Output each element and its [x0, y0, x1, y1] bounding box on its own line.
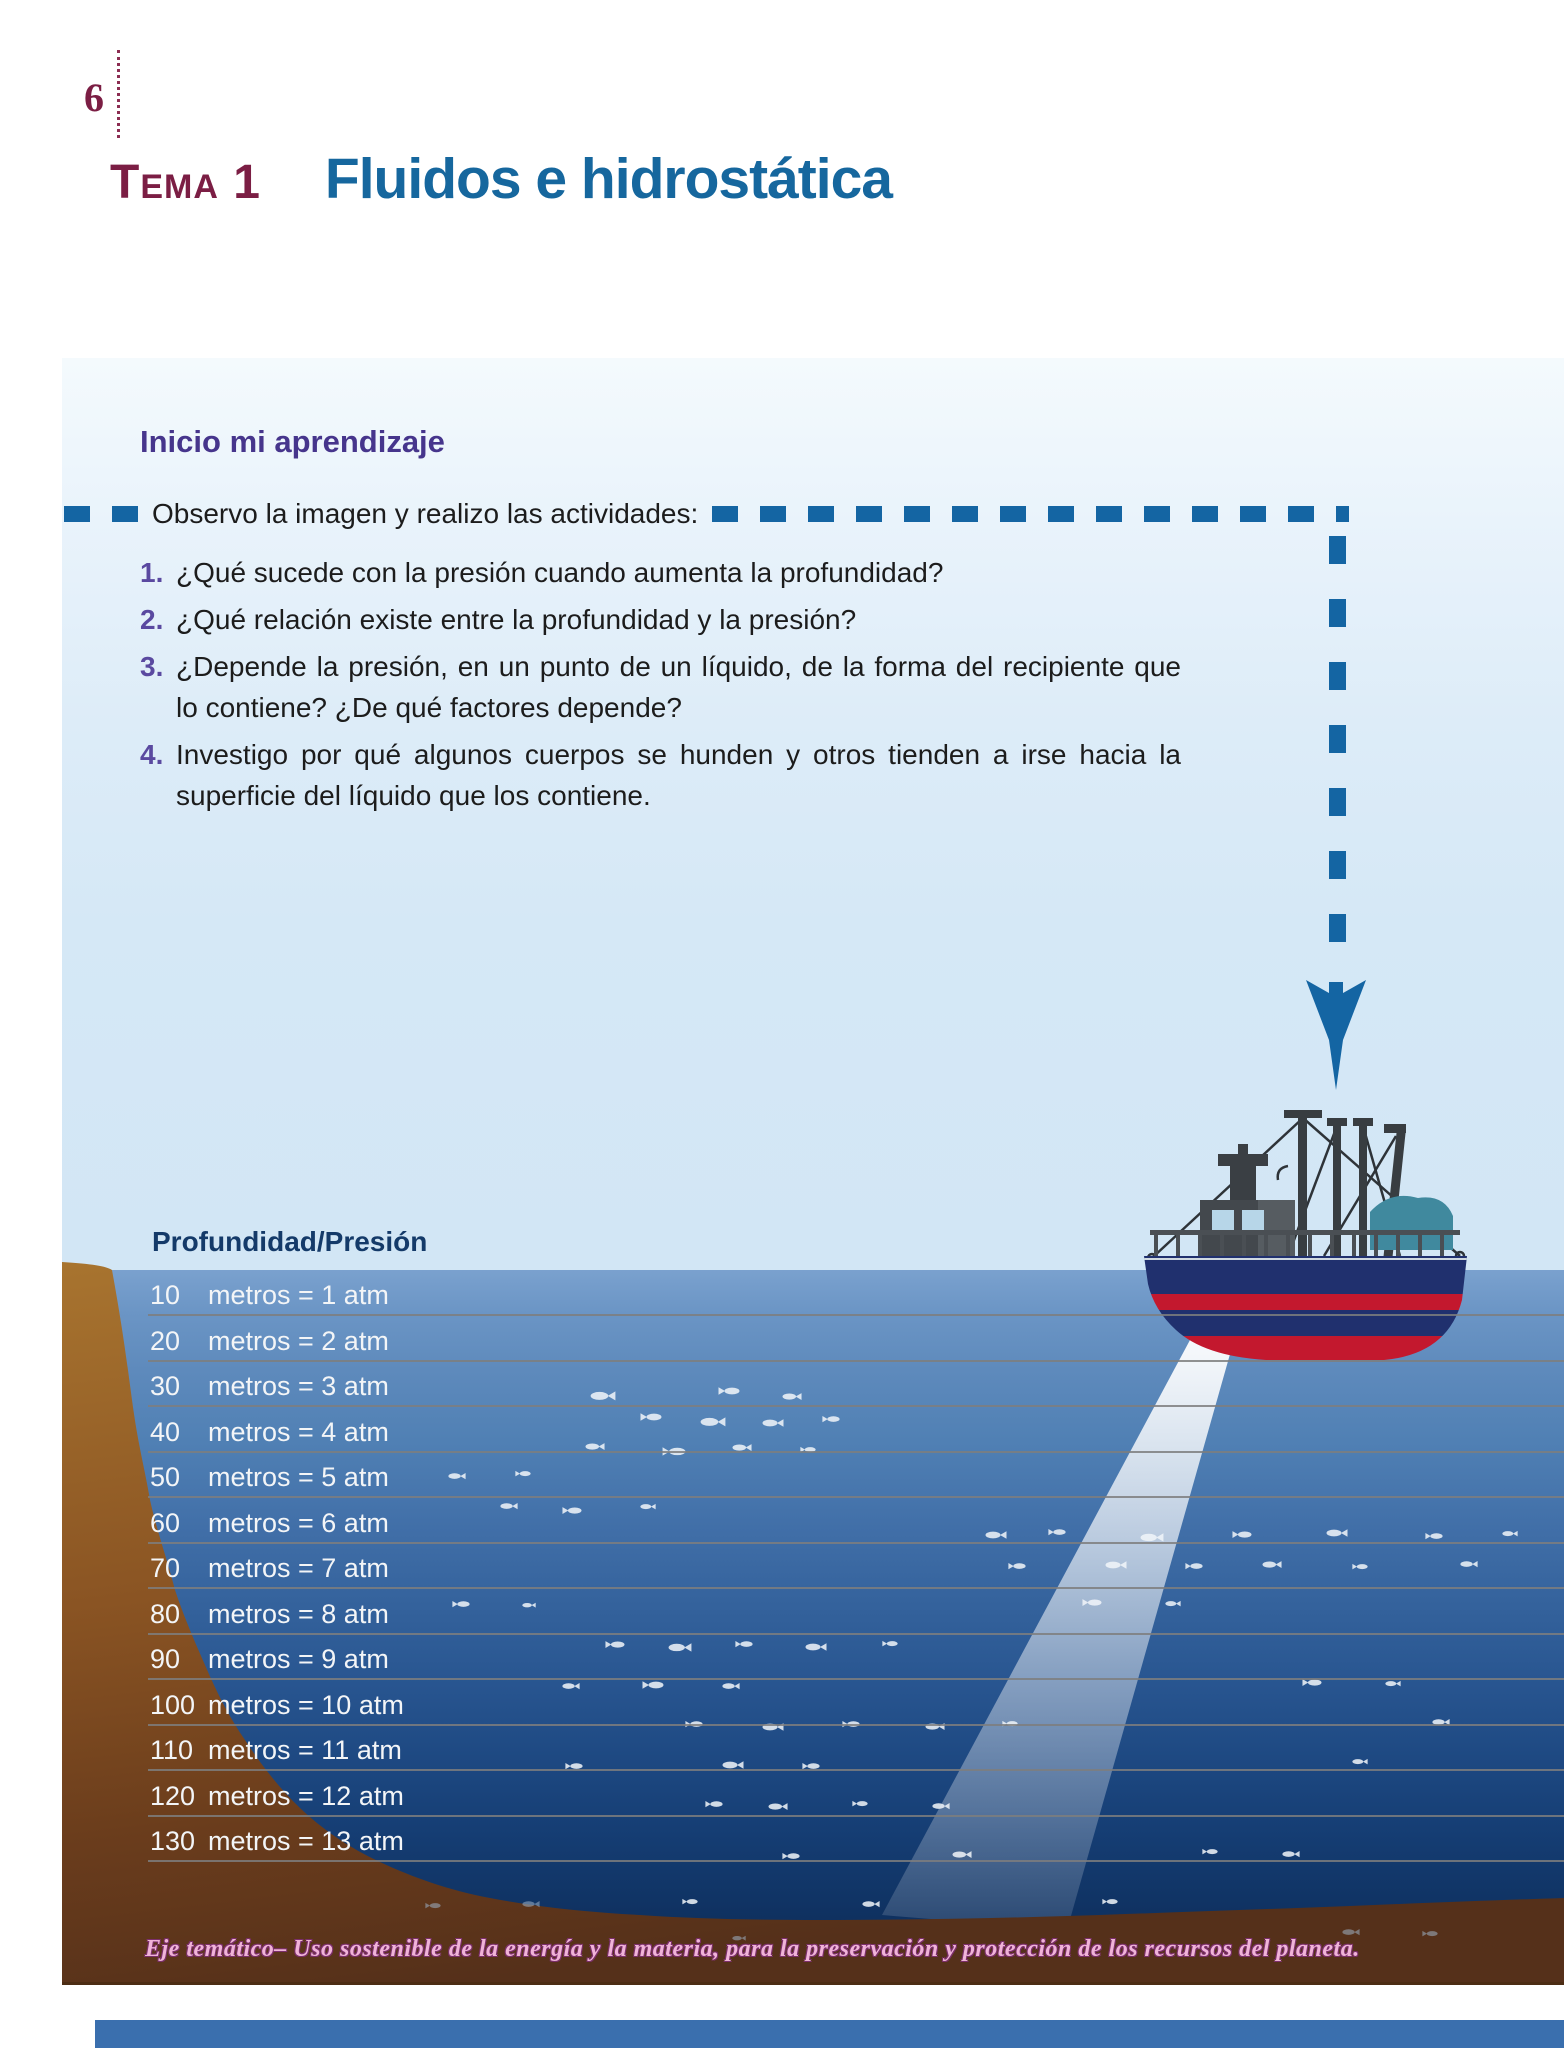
pressure-label: metros = 11 atm [208, 1735, 402, 1765]
title-row [110, 146, 892, 212]
dash-icon [1288, 506, 1314, 522]
dash-icon [1329, 662, 1346, 690]
dash-icon [1240, 506, 1266, 522]
pressure-label: metros = 7 atm [208, 1553, 389, 1583]
pressure-label: metros = 13 atm [208, 1826, 404, 1856]
dash-icon [712, 506, 738, 522]
depth-row [150, 1826, 404, 1860]
depth-value: 110 [150, 1735, 194, 1765]
pressure-label: metros = 3 atm [208, 1371, 389, 1401]
vertical-dash-line [1329, 358, 1357, 958]
pressure-label: metros = 6 atm [208, 1507, 389, 1538]
intro-row [64, 498, 1349, 530]
dash-icon [1329, 725, 1346, 753]
depth-row [150, 1280, 389, 1314]
dotted-rule [117, 50, 120, 138]
thematic-axis-footer: Eje temático– Uso sostenible de la energía y la materia, para la preservación y protección de los recursos del planeta. [145, 1936, 1360, 1962]
dash-icon [856, 506, 882, 522]
depth-value: 50 [150, 1462, 181, 1492]
depth-row [150, 1553, 389, 1587]
dash-icon [952, 506, 978, 522]
dash-icon [1192, 506, 1218, 522]
pressure-label: metros = 9 atm [208, 1644, 389, 1674]
dash-icon [1096, 506, 1122, 522]
question-number: 3. [140, 651, 164, 682]
dash-icon [904, 506, 930, 522]
pressure-label: metros = 5 atm [208, 1462, 389, 1492]
dash-icon [1329, 914, 1346, 942]
depth-row [150, 1644, 389, 1678]
depth-value: 100 [150, 1689, 196, 1720]
depth-value: 60 [150, 1507, 181, 1538]
dash-icon [64, 506, 90, 522]
dash-icon [1329, 536, 1346, 564]
question-item [140, 646, 1188, 728]
question-number: 1. [140, 557, 164, 588]
page-number: 6 [84, 75, 104, 120]
dash-group-left [64, 506, 138, 522]
dash-icon [1329, 851, 1346, 879]
pressure-label: metros = 2 atm [208, 1325, 389, 1356]
depth-value: 130 [150, 1826, 196, 1856]
dash-icon [1329, 788, 1346, 816]
question-number: 4. [140, 739, 164, 770]
question-text: ¿Qué sucede con la presión cuando aumenta la profundidad? [176, 557, 944, 588]
depth-value: 120 [150, 1780, 196, 1811]
depth-row [150, 1599, 389, 1633]
bottom-bar [95, 2020, 1564, 2048]
down-arrow-icon [1303, 980, 1369, 1092]
dash-icon [1144, 506, 1170, 522]
depth-value: 40 [150, 1416, 181, 1447]
depth-value: 80 [150, 1598, 181, 1629]
pressure-label: metros = 1 atm [208, 1280, 389, 1310]
question-text: ¿Qué relación existe entre la profundidad y la presión? [176, 604, 857, 635]
dash-icon [760, 506, 786, 522]
pressure-label: metros = 4 atm [208, 1416, 389, 1447]
depth-value: 30 [150, 1371, 181, 1401]
topic-label: Tema 1 [110, 156, 261, 209]
panel-heading: Inicio mi aprendizaje [140, 424, 445, 459]
depth-row [150, 1508, 389, 1542]
dash-icon [808, 506, 834, 522]
question-number: 2. [140, 604, 164, 635]
depth-row [150, 1735, 402, 1769]
depth-rows-layer [62, 1270, 1564, 1985]
page-title: Fluidos e hidrostática [324, 147, 892, 211]
depth-table-header: Profundidad/Presión [152, 1226, 428, 1257]
question-item [140, 599, 1188, 640]
depth-row [150, 1690, 404, 1724]
question-item [140, 734, 1188, 816]
depth-row [150, 1462, 389, 1496]
pressure-label: metros = 12 atm [208, 1780, 404, 1811]
depth-row [150, 1417, 389, 1451]
depth-row [150, 1371, 389, 1405]
question-item [140, 552, 1188, 593]
questions [140, 552, 1188, 822]
pressure-label: metros = 8 atm [208, 1598, 389, 1629]
depth-value: 10 [150, 1280, 181, 1310]
depth-value: 90 [150, 1644, 181, 1674]
ocean-illustration [62, 1226, 1564, 1985]
depth-value: 70 [150, 1553, 181, 1583]
depth-value: 20 [150, 1325, 181, 1356]
dash-group-right [712, 506, 1349, 522]
question-text: ¿Depende la presión, en un punto de un líquido, de la forma del recipiente que lo contiene? ¿De qué factores depende? [176, 651, 1181, 723]
dash-icon [112, 506, 138, 522]
dash-icon [1000, 506, 1026, 522]
question-text: Investigo por qué algunos cuerpos se hunden y otros tienden a irse hacia la superficie del líquido que los contiene. [176, 739, 1181, 811]
intro-text: Observo la imagen y realizo las actividades: [152, 498, 699, 529]
dash-icon [1048, 506, 1074, 522]
depth-row [150, 1326, 389, 1360]
depth-row [150, 1781, 404, 1815]
dash-icon [1329, 599, 1346, 627]
pressure-label: metros = 10 atm [208, 1689, 404, 1720]
